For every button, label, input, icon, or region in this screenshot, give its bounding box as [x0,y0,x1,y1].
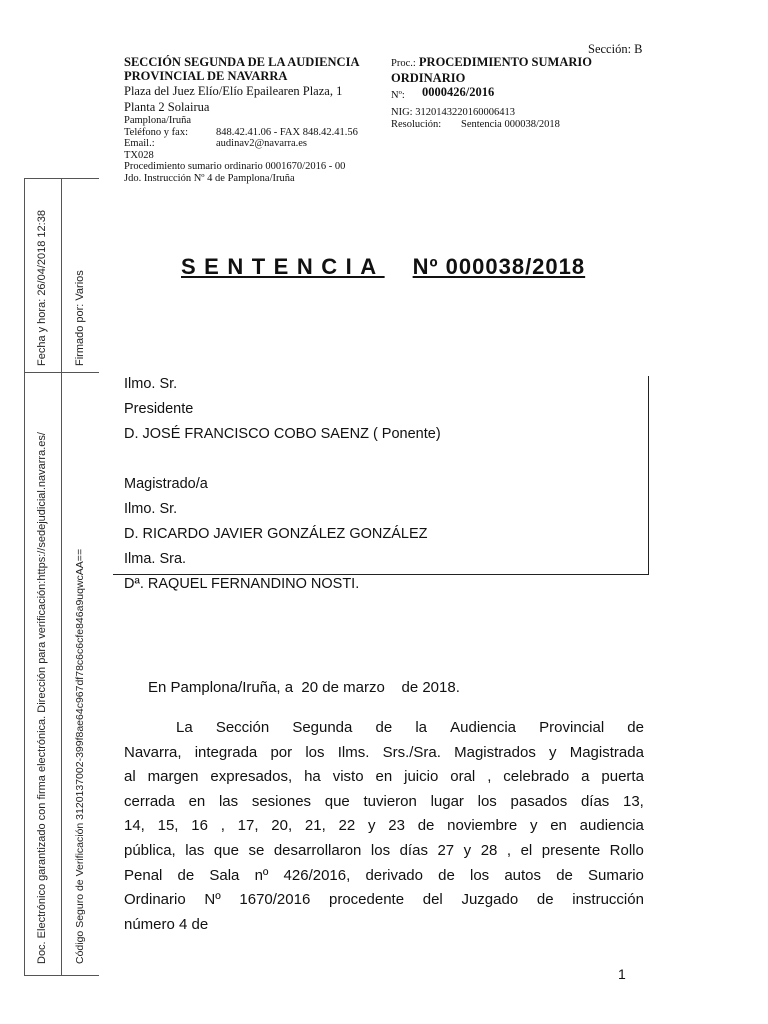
date-line: En Pamplona/Iruña, a 20 de marzo de 2018. [148,679,460,696]
para-line-1 [124,716,644,741]
para-line-1-text: La Sección Segunda de la Audiencia Provincial de [176,719,644,736]
resolution-value: Sentencia 000038/2018 [461,118,560,130]
court-city: Pamplona/Iruña [124,115,192,126]
procedure-number: 0000426/2016 [422,85,495,99]
title-number: Nº 000038/2018 [412,254,586,279]
magistrate-line-5: Magistrado/a [124,476,208,492]
magistrate-line-3: D. JOSÉ FRANCISCO COBO SAENZ ( Ponente) [124,426,441,442]
magistrate-line-1: Ilmo. Sr. [124,376,178,392]
procedure-block [391,55,631,130]
para-line-3: al margen expresados, ha visto en juicio oral , celebrado a puerta [124,768,644,786]
procedure-line1 [391,55,631,71]
court-email-row [124,138,386,150]
magistrate-line-7: D. RICARDO JAVIER GONZÁLEZ GONZÁLEZ [124,526,428,542]
court-phone-label: Teléfono y fax: [124,126,188,138]
para-line-4: cerrada en las sesiones que tuvieron lugar los pasados días 13, [124,792,644,810]
court-code: TX028 [124,149,154,161]
court-email-label: Email.: [124,138,155,149]
section-label: Sección: B [588,42,643,56]
page-number: 1 [618,966,626,982]
court-address-line1: Plaza del Juez Elío/Elío Epailearen Plaza, 1 [124,84,343,98]
court-phone-value: 848.42.41.06 - FAX 848.42.41.56 [216,126,358,138]
magistrate-line-6: Ilmo. Sr. [124,501,178,517]
court-phone-row [124,127,386,139]
verification-address: Doc. Electrónico garantizado con firma electrónica. Dirección para verificación:https://sedejudicial.navarra.es/ [36,432,48,964]
nig: NIG: 3120143220160006413 [391,107,515,118]
procedure-label: Proc.: [391,58,416,69]
procedure-reference: Procedimiento sumario ordinario 0001670/2016 - 00 [124,161,346,172]
magistrate-line-2: Presidente [124,401,194,417]
para-line-7: Penal de Sala nº 426/2016, derivado de los autos de Sumario [124,866,644,884]
title-word: SENTENCIA [181,254,385,279]
para-line-9: número 4 de [124,915,209,933]
procedure-line2: ORDINARIO [391,71,466,85]
court-name-line2: PROVINCIAL DE NAVARRA [124,69,288,83]
para-line-5: 14, 15, 16 , 17, 20, 21, 22 y 23 de noviembre y en audiencia [124,817,644,835]
para-line-8: Ordinario Nº 1670/2016 procedente del Juzgado de instrucción [124,891,644,909]
procedure-number-label: Nº: [391,90,405,101]
magistrate-line-8: Ilma. Sra. [124,551,187,567]
court-block [124,55,386,184]
verification-strip-hline [24,372,99,373]
signature-datetime: Fecha y hora: 26/04/2018 12:38 [36,210,48,366]
procedure-number-row [391,85,631,101]
resolution-row [391,119,631,131]
verification-strip-divider [61,178,62,976]
court-email-value: audinav2@navarra.es [216,138,308,149]
magistrate-line-9: Dª. RAQUEL FERNANDINO NOSTI. [124,576,360,592]
signed-by: Firmado por: Varios [74,270,86,366]
resolution-label: Resolución: [391,118,442,130]
document-title [181,254,585,280]
para-line-6: pública, las que se desarrollaron los días 27 y 28 , el presente Rollo [124,841,644,859]
body-paragraph [124,716,644,937]
para-line-2: Navarra, integrada por los Ilms. Srs./Sra. Magistrados y Magistrada [124,743,644,761]
court-address-line2: Planta 2 Solairua [124,100,210,114]
procedure-type: PROCEDIMIENTO SUMARIO [418,55,592,69]
verification-code: Código Seguro de Verificación 3120137002-399f8ae64c967df78c6c6cfe846a9uqwcAA== [74,548,86,964]
court-name-line1: SECCIÓN SEGUNDA DE LA AUDIENCIA [124,55,360,69]
court-origin: Jdo. Instrucción Nº 4 de Pamplona/Iruña [124,172,295,184]
